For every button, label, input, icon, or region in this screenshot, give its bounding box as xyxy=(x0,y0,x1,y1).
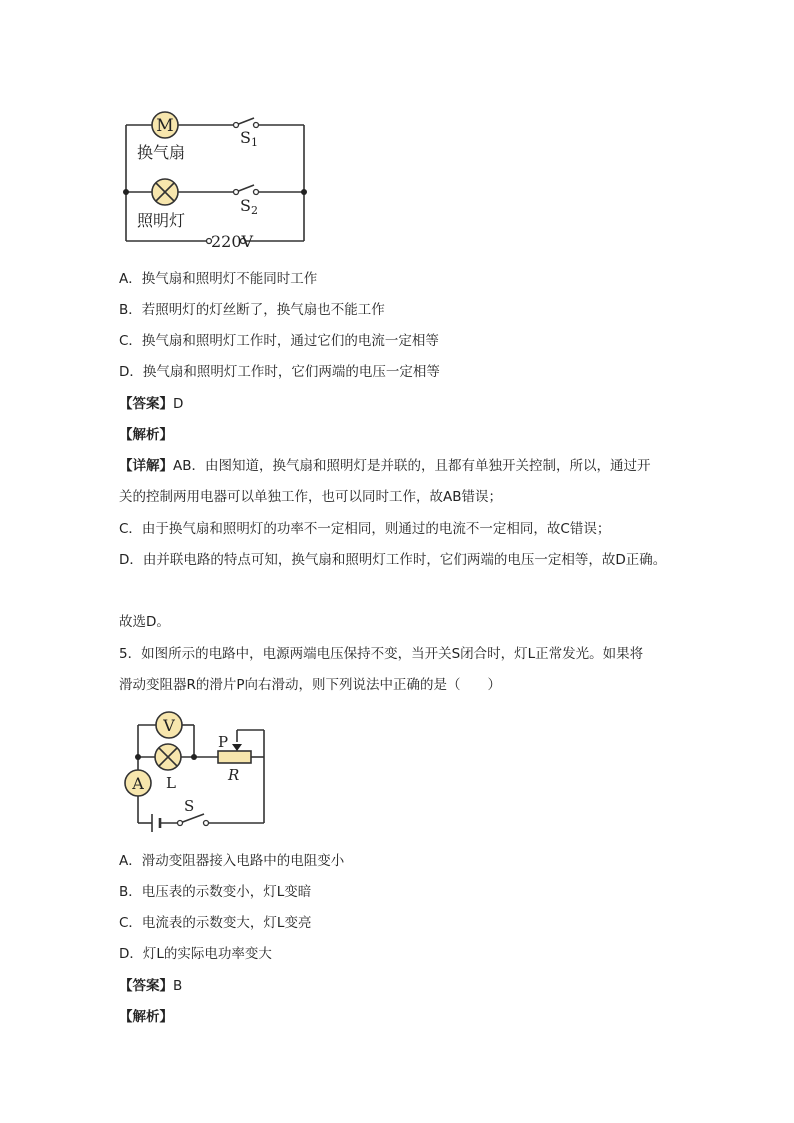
q5-analysis-tag: 【解析】 xyxy=(119,1009,173,1025)
lamp-label: 照明灯 xyxy=(137,211,186,230)
q5-stem-line-1: 5．如图所示的电路中，电源两端电压保持不变，当开关S闭合时，灯L正常发光。如果将 xyxy=(119,646,644,662)
detail-tag: 【详解】 xyxy=(119,458,173,474)
answer-value: D xyxy=(173,396,184,412)
s2-subscript: 2 xyxy=(250,204,258,217)
rheostat-label: R xyxy=(228,766,240,784)
q4-detail-line-2: 关的控制两用电器可以单独工作，也可以同时工作，故AB错误； xyxy=(119,489,502,505)
answer-tag: 【答案】 xyxy=(119,396,173,412)
q5-stem-line-2: 滑动变阻器R的滑片P向右滑动，则下列说法中正确的是（ ） xyxy=(119,677,502,693)
voltmeter-letter: V xyxy=(163,716,175,735)
svg-text:S2 xyxy=(240,196,258,217)
q4-option-b: B．若照明灯的灯丝断了，换气扇也不能工作 xyxy=(119,302,385,318)
circuit-diagram-rheostat xyxy=(120,706,280,836)
q4-detail-line-4: D．由并联电路的特点可知，换气扇和照明灯工作时，它们两端的电压一定相等，故D正确。 xyxy=(119,552,667,568)
q5-option-a: A．滑动变阻器接入电路中的电阻变小 xyxy=(119,853,345,869)
q5-option-c: C．电流表的示数变大，灯L变亮 xyxy=(119,915,312,931)
q4-option-a: A．换气扇和照明灯不能同时工作 xyxy=(119,271,318,287)
circuit-diagram-fan-lamp xyxy=(115,108,315,248)
svg-text:S1 xyxy=(240,128,258,149)
q4-answer xyxy=(119,395,183,413)
ammeter-letter: A xyxy=(132,774,144,793)
lamp-l-label: L xyxy=(166,774,176,792)
q4-option-d: D．换气扇和照明灯工作时，它们两端的电压一定相等 xyxy=(119,364,440,380)
answer-tag: 【答案】 xyxy=(119,978,173,994)
switch-label: S xyxy=(184,797,195,815)
q5-option-d: D．灯L的实际电功率变大 xyxy=(119,946,272,962)
slider-label: P xyxy=(218,733,229,751)
fan-label: 换气扇 xyxy=(137,143,186,162)
q4-conclusion: 故选D。 xyxy=(119,614,170,630)
s1-subscript: 1 xyxy=(250,136,258,149)
motor-letter: M xyxy=(156,116,174,136)
s1-label: S xyxy=(240,128,251,147)
q4-detail-line-1 xyxy=(119,457,651,475)
rheostat-symbol xyxy=(218,751,251,763)
q5-option-b: B．电压表的示数变小，灯L变暗 xyxy=(119,884,312,900)
s2-label: S xyxy=(240,196,251,215)
q5-answer xyxy=(119,977,182,995)
q4-detail-line-3: C．由于换气扇和照明灯的功率不一定相同，则通过的电流不一定相同，故C错误； xyxy=(119,521,611,537)
q4-option-c: C．换气扇和照明灯工作时，通过它们的电流一定相等 xyxy=(119,333,439,349)
voltage-label: 220V xyxy=(211,232,254,248)
answer-value: B xyxy=(173,978,183,994)
q4-analysis-tag: 【解析】 xyxy=(119,427,173,443)
detail-text-1: AB．由图知道，换气扇和照明灯是并联的，且都有单独开关控制，所以，通过开 xyxy=(173,458,651,474)
